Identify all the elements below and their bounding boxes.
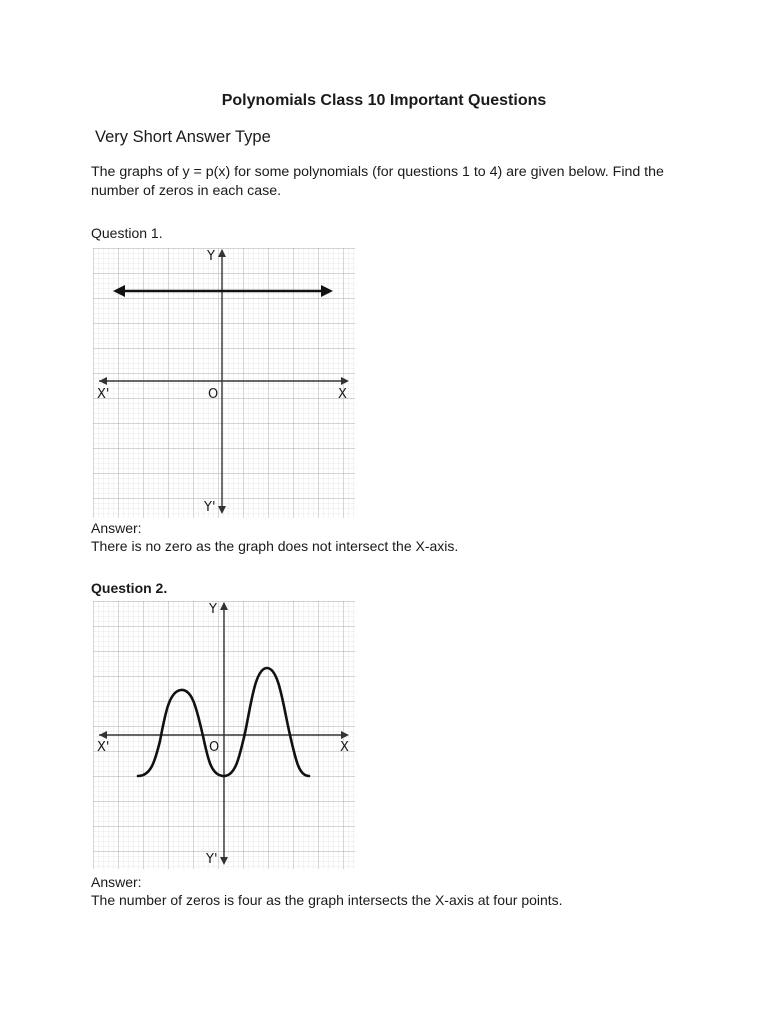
x-neg-axis-label: X' xyxy=(97,387,110,402)
origin-label: O xyxy=(209,740,220,755)
x-axis-label: X xyxy=(340,740,349,755)
y-axis-label: Y xyxy=(207,249,215,264)
question-2-label: Question 2. xyxy=(91,580,168,596)
question-1-graph xyxy=(93,248,355,518)
answer-1-label: Answer: xyxy=(91,520,142,536)
y-axis-label: Y xyxy=(209,602,217,617)
document-title: Polynomials Class 10 Important Questions xyxy=(221,92,547,109)
origin-label: O xyxy=(208,387,219,402)
intro-paragraph: The graphs of y = p(x) for some polynomials (for questions 1 to 4) are given below. Find the number of zeros in each case. xyxy=(91,164,664,199)
answer-2 xyxy=(91,873,731,909)
y-neg-axis-label: Y' xyxy=(206,852,218,867)
answer-2-label: Answer: xyxy=(91,874,142,890)
question-1-label: Question 1. xyxy=(91,225,163,241)
answer-1 xyxy=(91,519,731,555)
y-neg-axis-label: Y' xyxy=(204,500,216,515)
section-heading: Very Short Answer Type xyxy=(95,128,271,146)
x-neg-axis-label: X' xyxy=(97,740,110,755)
question-2-graph xyxy=(93,601,355,869)
graph-paper-grid xyxy=(93,248,355,518)
answer-1-text: There is no zero as the graph does not intersect the X-axis. xyxy=(91,538,459,554)
x-axis-label: X xyxy=(338,387,347,402)
answer-2-text: The number of zeros is four as the graph intersects the X-axis at four points. xyxy=(91,892,563,908)
